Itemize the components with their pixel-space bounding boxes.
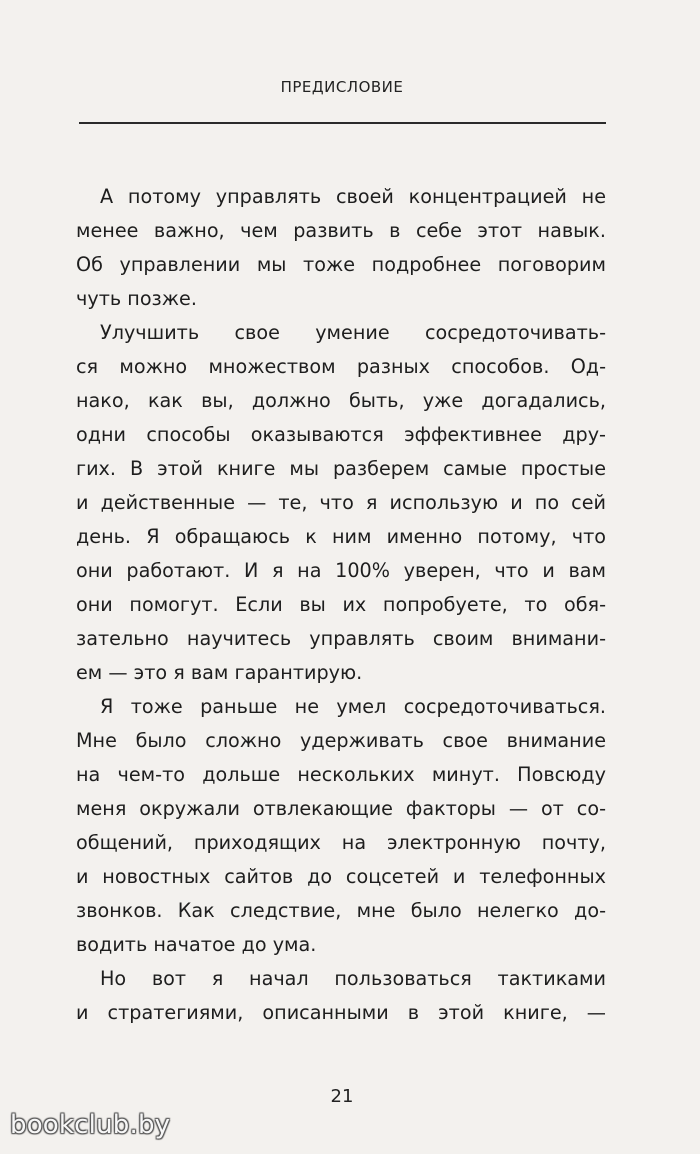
text-line: ся можно множеством разных способов. Од- (76, 355, 606, 378)
text-line: они работают. И я на 100% уверен, что и вам (76, 559, 606, 582)
text-line: и стратегиями, описанными в этой книге, — (76, 1001, 606, 1024)
text-line: одни способы оказываются эффективнее дру- (76, 423, 606, 446)
text-line: день. Я обращаюсь к ним именно потому, что (76, 525, 606, 548)
text-line: и действенные — те, что я использую и по сей (76, 491, 606, 514)
text-line: звонков. Как следствие, мне было нелегко до- (76, 899, 606, 922)
paragraph (76, 180, 606, 316)
body-text (76, 180, 606, 1030)
text-line: они помогут. Если вы их попробуете, то обя- (76, 593, 606, 616)
text-line: гих. В этой книге мы разберем самые простые (76, 457, 606, 480)
running-head: ПРЕДИСЛОВИЕ (280, 78, 404, 96)
text-line: ем — это я вам гарантирую. (76, 661, 363, 684)
page-number: 21 (330, 1086, 354, 1107)
watermark: bookclub.by (10, 1110, 171, 1140)
text-line: А потому управлять своей концентрацией не (100, 185, 606, 208)
text-line: Я тоже раньше не умел сосредоточиваться. (100, 695, 606, 718)
text-line: меня окружали отвлекающие факторы — от со- (76, 797, 606, 820)
text-line: нако, как вы, должно быть, уже догадались, (76, 389, 606, 412)
text-line: менее важно, чем развить в себе этот навык. (76, 219, 606, 242)
text-line: и новостных сайтов до соцсетей и телефонных (76, 865, 606, 888)
text-line: Улучшить свое умение сосредоточивать- (100, 321, 606, 344)
text-line: водить начатое до ума. (76, 933, 317, 956)
text-line: Мне было сложно удерживать свое внимание (76, 729, 606, 752)
text-line: чуть позже. (76, 287, 197, 310)
text-line: зательно научитесь управлять своим внимани- (76, 627, 606, 650)
paragraph (76, 962, 606, 1030)
paragraph (76, 316, 606, 690)
header-rule (79, 122, 606, 124)
text-line: на чем-то дольше нескольких минут. Повсюду (76, 763, 606, 786)
text-line: общений, приходящих на электронную почту, (76, 831, 606, 854)
text-line: Но вот я начал пользоваться тактиками (100, 967, 606, 990)
text-line: Об управлении мы тоже подробнее поговорим (76, 253, 606, 276)
paragraph (76, 690, 606, 962)
